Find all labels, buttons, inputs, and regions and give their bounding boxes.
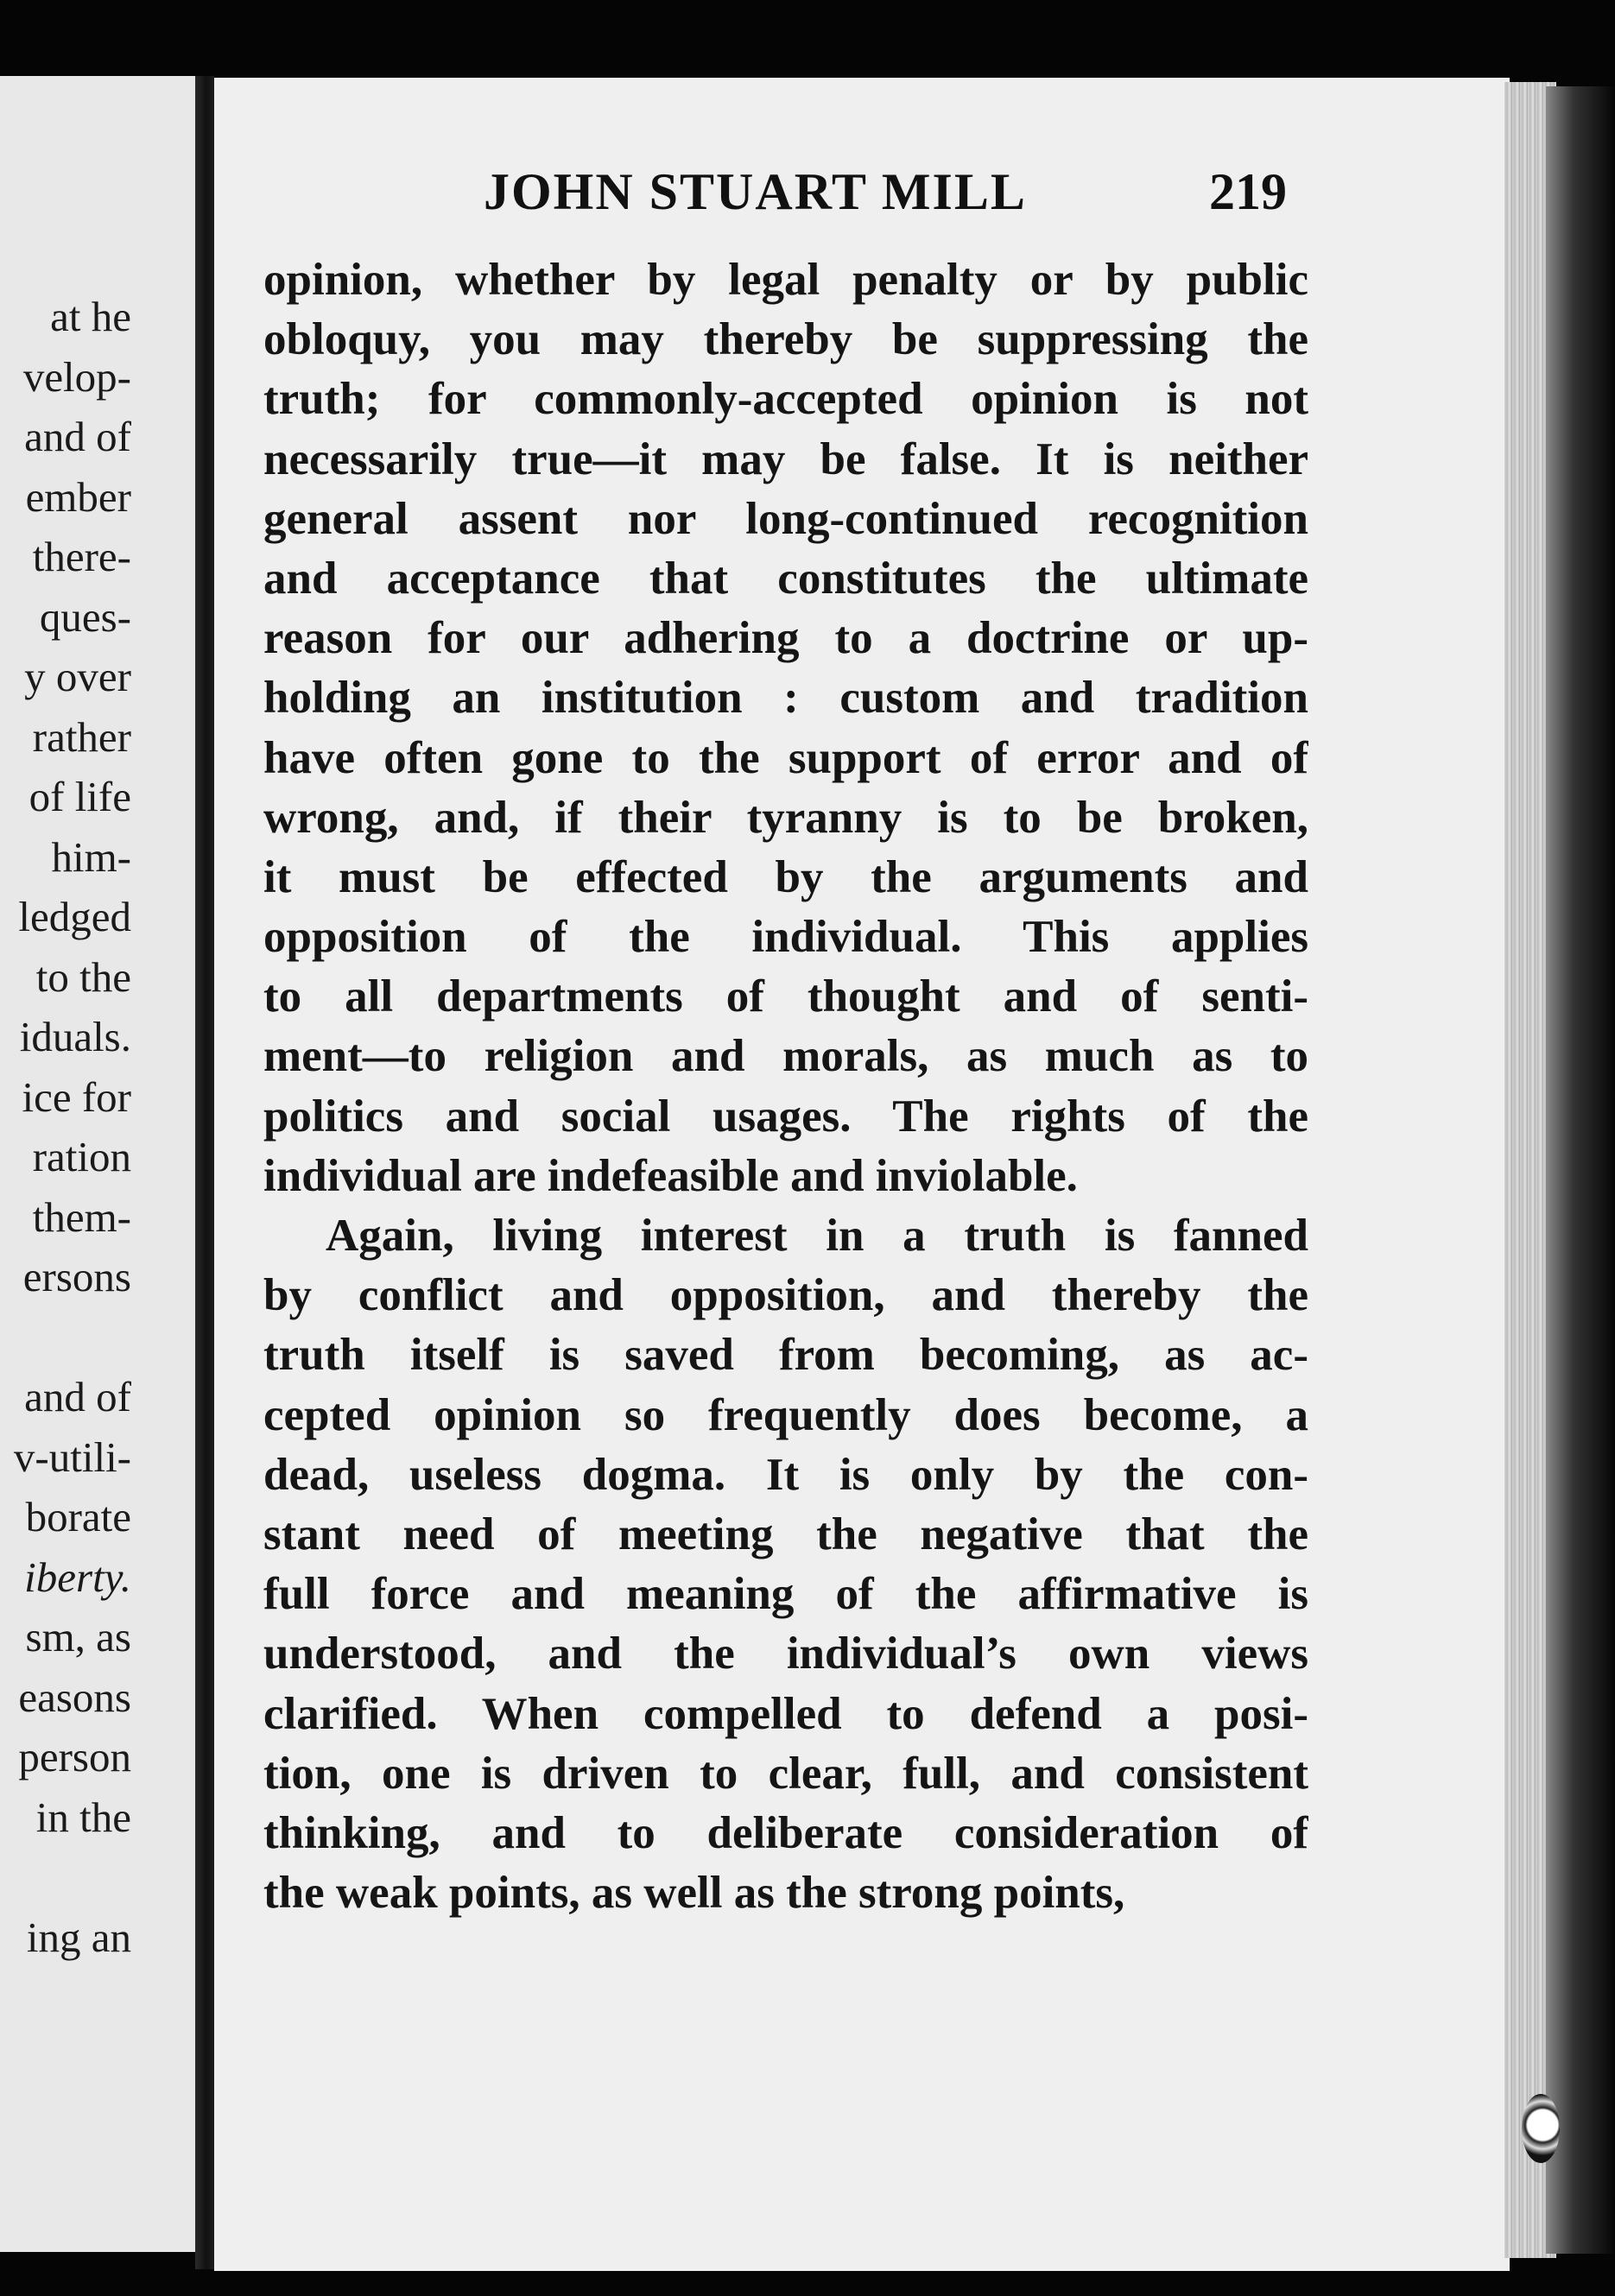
text-line: have often gone to the support of error and of [263,732,1308,783]
left-page-fragment: ersons [22,1253,131,1300]
left-page-fragment: iberty. [24,1553,131,1601]
text-line: reason for our adhering to a doctrine or up- [263,613,1308,664]
left-page-fragment: at he [50,293,131,340]
left-page-fragment: ques- [39,592,131,641]
book-gutter [195,76,214,2269]
left-page-fragment: person [18,1733,131,1781]
left-page-fragment: borate [25,1493,131,1540]
text-line: truth itself is saved from becoming, as ac- [263,1330,1308,1381]
left-page-fragment: v-utili- [13,1433,131,1481]
page-edges-shadow [1546,86,1615,2254]
left-page-fragment: easons [18,1673,131,1721]
text-line: cepted opinion so frequently does become, a [263,1389,1308,1440]
text-line: and acceptance that constitutes the ultimate [263,553,1308,604]
left-page-fragment: ration [32,1133,131,1180]
text-line: individual are indefeasible and inviolable. [263,1150,1078,1201]
left-page-fragment: y over [24,653,131,700]
text-line: ment—to religion and morals, as much as to [263,1031,1308,1082]
left-page-fragment: ing an [26,1913,131,1961]
text-line: general assent nor long-continued recognition [263,493,1308,544]
text-line: Again, living interest in a truth is fanned [326,1211,1308,1261]
text-line: opposition of the individual. This applies [263,912,1308,963]
left-page-fragment: rather [32,712,131,761]
text-line: thinking, and to deliberate consideration of [263,1807,1308,1858]
left-page-fragment: ice for [22,1072,131,1121]
paragraph-1 [263,250,1308,1206]
left-page-fragment: ember [25,472,131,521]
left-page-fragment: to the [35,952,131,1001]
body-text [263,250,1308,1923]
left-page-fragment: and of [24,413,131,460]
binding-clip [1522,2094,1560,2163]
running-head-title: JOHN STUART MILL [484,163,1027,220]
left-page-fragment: and of [24,1373,131,1420]
text-line: opinion, whether by legal penalty or by public [263,255,1308,305]
page-number: 219 [1209,163,1287,220]
left-page-fragment: ledged [18,893,131,940]
paragraph-2 [263,1206,1308,1923]
left-page-edge [0,76,195,2252]
text-line: to all departments of thought and of senti- [263,971,1308,1022]
text-line: wrong, and, if their tyranny is to be broken, [263,792,1308,843]
text-line: understood, and the individual’s own views [263,1629,1308,1679]
text-line: holding an institution : custom and tradition [263,673,1308,724]
left-page-fragment: them- [32,1192,131,1241]
left-page-fragment: of life [28,773,131,820]
left-page-fragment: velop- [22,352,131,401]
left-page-fragment: sm, as [25,1613,131,1660]
text-line: tion, one is driven to clear, full, and consistent [263,1748,1308,1799]
text-line: clarified. When compelled to defend a posi- [263,1688,1308,1739]
text-line: politics and social usages. The rights of the [263,1091,1308,1142]
text-line: the weak points, as well as the strong points, [263,1868,1125,1919]
left-page-fragment: there- [32,533,131,580]
text-line: truth; for commonly-accepted opinion is not [263,374,1308,425]
text-line: it must be effected by the arguments and [263,851,1308,902]
text-line: full force and meaning of the affirmative is [263,1569,1308,1620]
text-line: obloquy, you may thereby be suppressing the [263,314,1308,365]
text-line: dead, useless dogma. It is only by the con- [263,1449,1308,1500]
left-page-fragment: iduals. [19,1013,131,1060]
left-page-fragment: him- [51,832,131,881]
text-line: by conflict and opposition, and thereby the [263,1270,1308,1321]
text-line: necessarily true—it may be false. It is neither [263,433,1308,484]
left-page-fragment: in the [35,1793,131,1841]
text-line: stant need of meeting the negative that the [263,1509,1308,1559]
